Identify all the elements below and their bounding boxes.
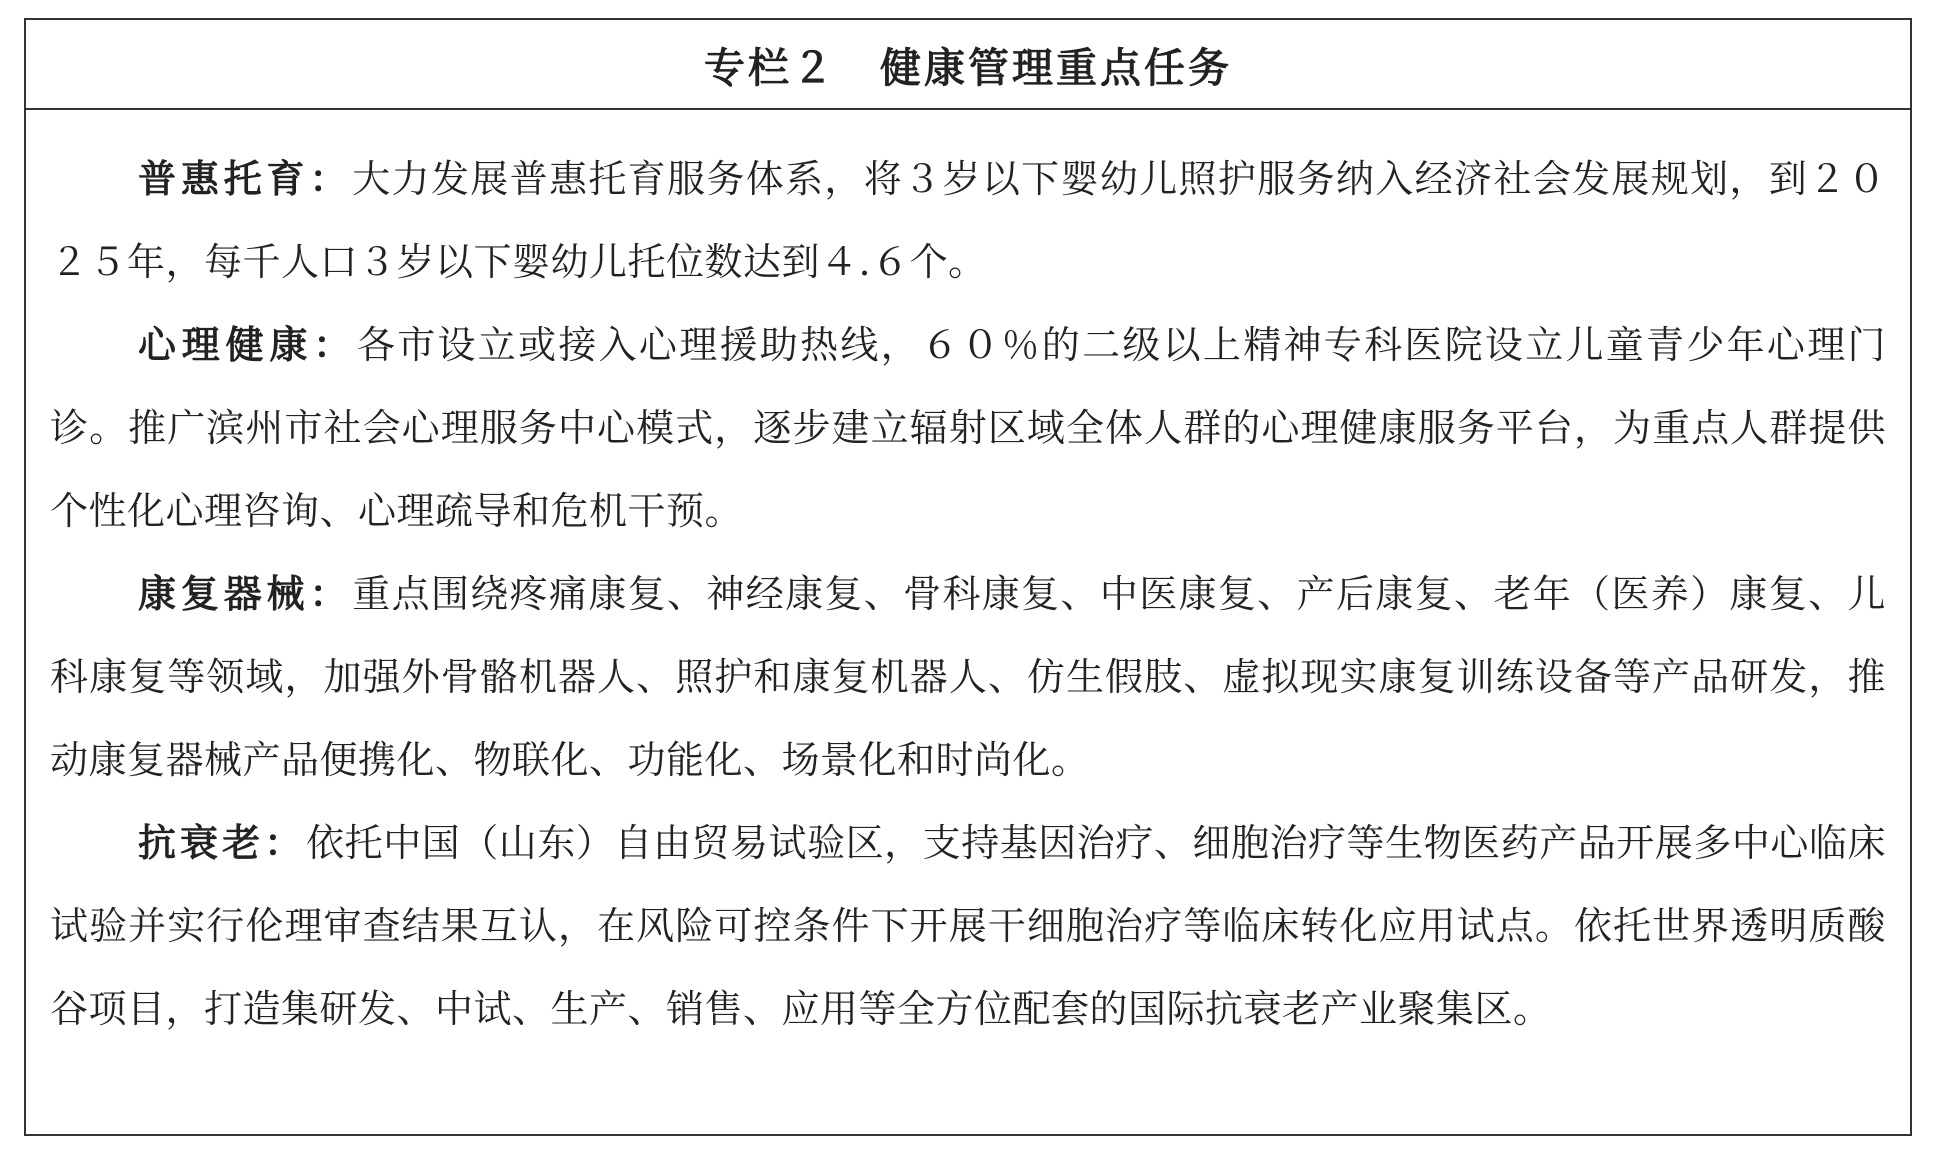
title-bar <box>26 20 1910 110</box>
paragraph-text: 大力发展普惠托育服务体系，将３岁以下婴幼儿照护服务纳入经济社会发展规划，到２０２５年，每千人口３岁以下婴幼儿托位数达到４.６个。 <box>50 157 1886 284</box>
paragraph-lead: 心理健康： <box>138 323 357 367</box>
paragraph-text: 依托中国（山东）自由贸易试验区，支持基因治疗、细胞治疗等生物医药产品开展多中心临床试验并实行伦理审查结果互认，在风险可控条件下开展干细胞治疗等临床转化应用试点。依托世界透明质酸谷项目，打造集研发、中试、生产、销售、应用等全方位配套的国际抗衰老产业聚集区。 <box>50 821 1886 1031</box>
paragraph-lead: 康复器械： <box>138 572 353 616</box>
paragraph-text: 各市设立或接入心理援助热线，６０％的二级以上精神专科医院设立儿童青少年心理门诊。推广滨州市社会心理服务中心模式，逐步建立辐射区域全体人群的心理健康服务平台，为重点人群提供个性化心理咨询、心理疏导和危机干预。 <box>50 323 1886 533</box>
box-title: 专栏２ 健康管理重点任务 <box>704 43 1232 92</box>
paragraph-lead: 抗衰老： <box>138 821 307 865</box>
paragraph-mental-health <box>50 304 1886 553</box>
paragraph-childcare <box>50 138 1886 304</box>
content-area <box>26 110 1910 1051</box>
paragraph-rehab-equipment <box>50 553 1886 802</box>
paragraph-text: 重点围绕疼痛康复、神经康复、骨科康复、中医康复、产后康复、老年（医养）康复、儿科康复等领域，加强外骨骼机器人、照护和康复机器人、仿生假肢、虚拟现实康复训练设备等产品研发，推动康复器械产品便携化、物联化、功能化、场景化和时尚化。 <box>50 572 1886 782</box>
paragraph-lead: 普惠托育： <box>138 157 353 201</box>
paragraph-anti-aging <box>50 802 1886 1051</box>
column-box <box>24 18 1912 1136</box>
